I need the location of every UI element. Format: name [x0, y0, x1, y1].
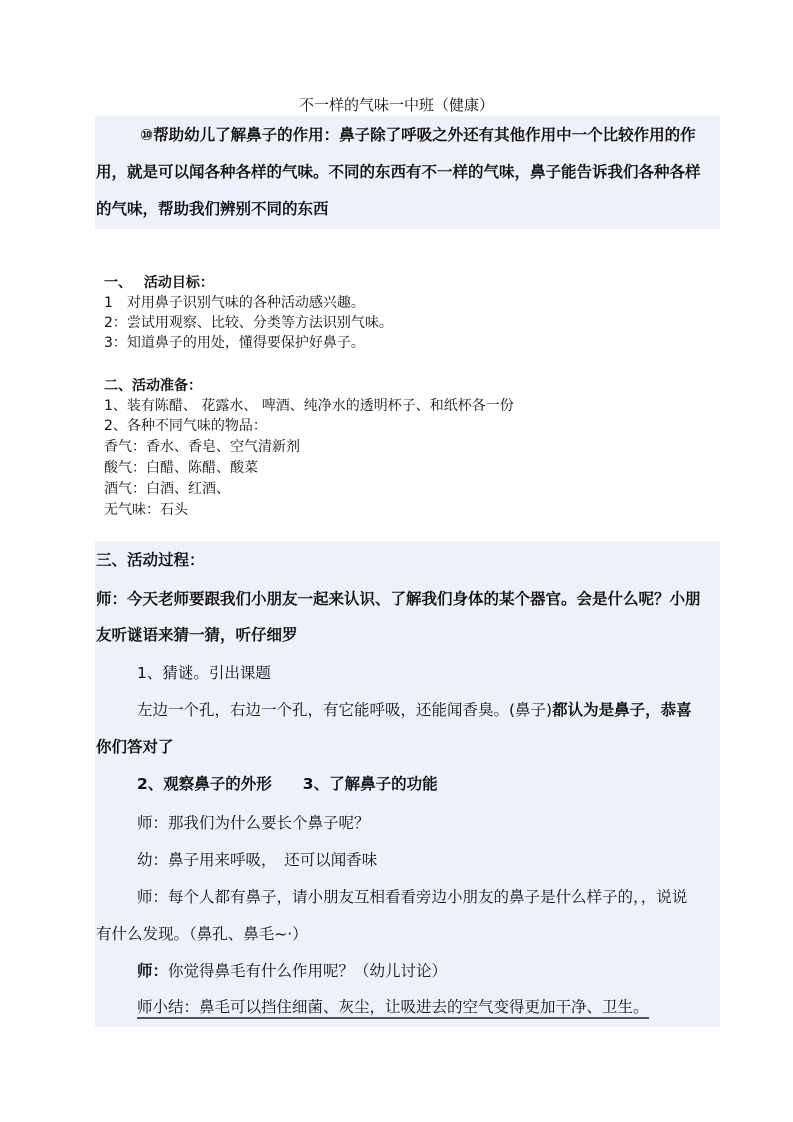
teacher-label: 师：: [137, 962, 169, 980]
preparation-item: 酸气：白醋、陈醋、酸菜: [104, 460, 258, 476]
riddle-answer-text: 都认为是鼻子，恭喜: [552, 701, 692, 719]
riddle-line-2: 你们答对了: [96, 738, 174, 756]
goal-item: 1 对用鼻子识别气味的各种活动感兴趣。: [104, 295, 365, 311]
intro-line: ⑩帮助幼儿了解鼻子的作用：鼻子除了呼吸之外还有其他作用中一个比较作用的作: [140, 126, 696, 144]
dialogue-question-continued: 有什么发现。（鼻孔、鼻毛~·）: [96, 925, 308, 943]
document-title: 不一样的气味一中班（健康）: [298, 96, 494, 114]
summary-text: 师小结：鼻毛可以挡住细菌、灰尘，让吸进去的空气变得更加干净、卫生。: [137, 998, 649, 1019]
section-heading-goals: 一、 活动目标：: [104, 275, 214, 291]
preparation-item: 1、装有陈醋、 花露水、 啤酒、纯净水的透明杯子、和纸杯各一份: [104, 398, 514, 414]
dialogue-question: 师：那我们为什么要长个鼻子呢？: [137, 814, 370, 832]
teacher-intro-line: 师：今天老师要跟我们小朋友一起来认识、了解我们身体的某个器官。会是什么呢？小朋: [96, 590, 701, 608]
goal-item: 2：尝试用观察、比较、分类等方法识别气味。: [104, 315, 393, 331]
intro-line: 用，就是可以闻各种各样的气味。不同的东西有不一样的气味，鼻子能告诉我们各种各样: [96, 163, 701, 181]
section-heading-preparation: 二、活动准备：: [104, 378, 202, 394]
riddle-text: 左边一个孔，右边一个孔，有它能呼吸，还能闻香臭。(鼻子): [137, 701, 553, 719]
step-riddle: 1、猜谜。引出课题: [137, 664, 271, 682]
dialogue-question: [137, 960, 447, 982]
preparation-item: 香气：香水、香皂、空气清新剂: [104, 439, 300, 455]
question-text: 你觉得鼻毛有什么作用呢？（幼儿讨论）: [168, 962, 448, 980]
preparation-item: 2、各种不同气味的物品：: [104, 418, 267, 434]
teacher-intro-line: 友听谜语来猜一猜，听仔细罗: [96, 626, 298, 644]
preparation-item: 无气味：石头: [104, 502, 188, 518]
teacher-summary: [137, 996, 649, 1018]
dialogue-question: 师：每个人都有鼻子，请小朋友互相看看旁边小朋友的鼻子是什么样子的，，说说: [137, 888, 688, 906]
riddle-line: [137, 699, 692, 721]
steps-2-3: 2、观察鼻子的外形 3、了解鼻子的功能: [137, 775, 438, 793]
section-heading-process: 三、活动过程：: [96, 551, 205, 569]
goal-item: 3：知道鼻子的用处，懂得要保护好鼻子。: [104, 335, 365, 351]
dialogue-answer: 幼：鼻子用来呼吸， 还可以闻香味: [137, 851, 378, 869]
preparation-item: 酒气：白酒、红酒、: [104, 481, 230, 497]
intro-line: 的气味，帮助我们辨别不同的东西: [96, 200, 329, 218]
